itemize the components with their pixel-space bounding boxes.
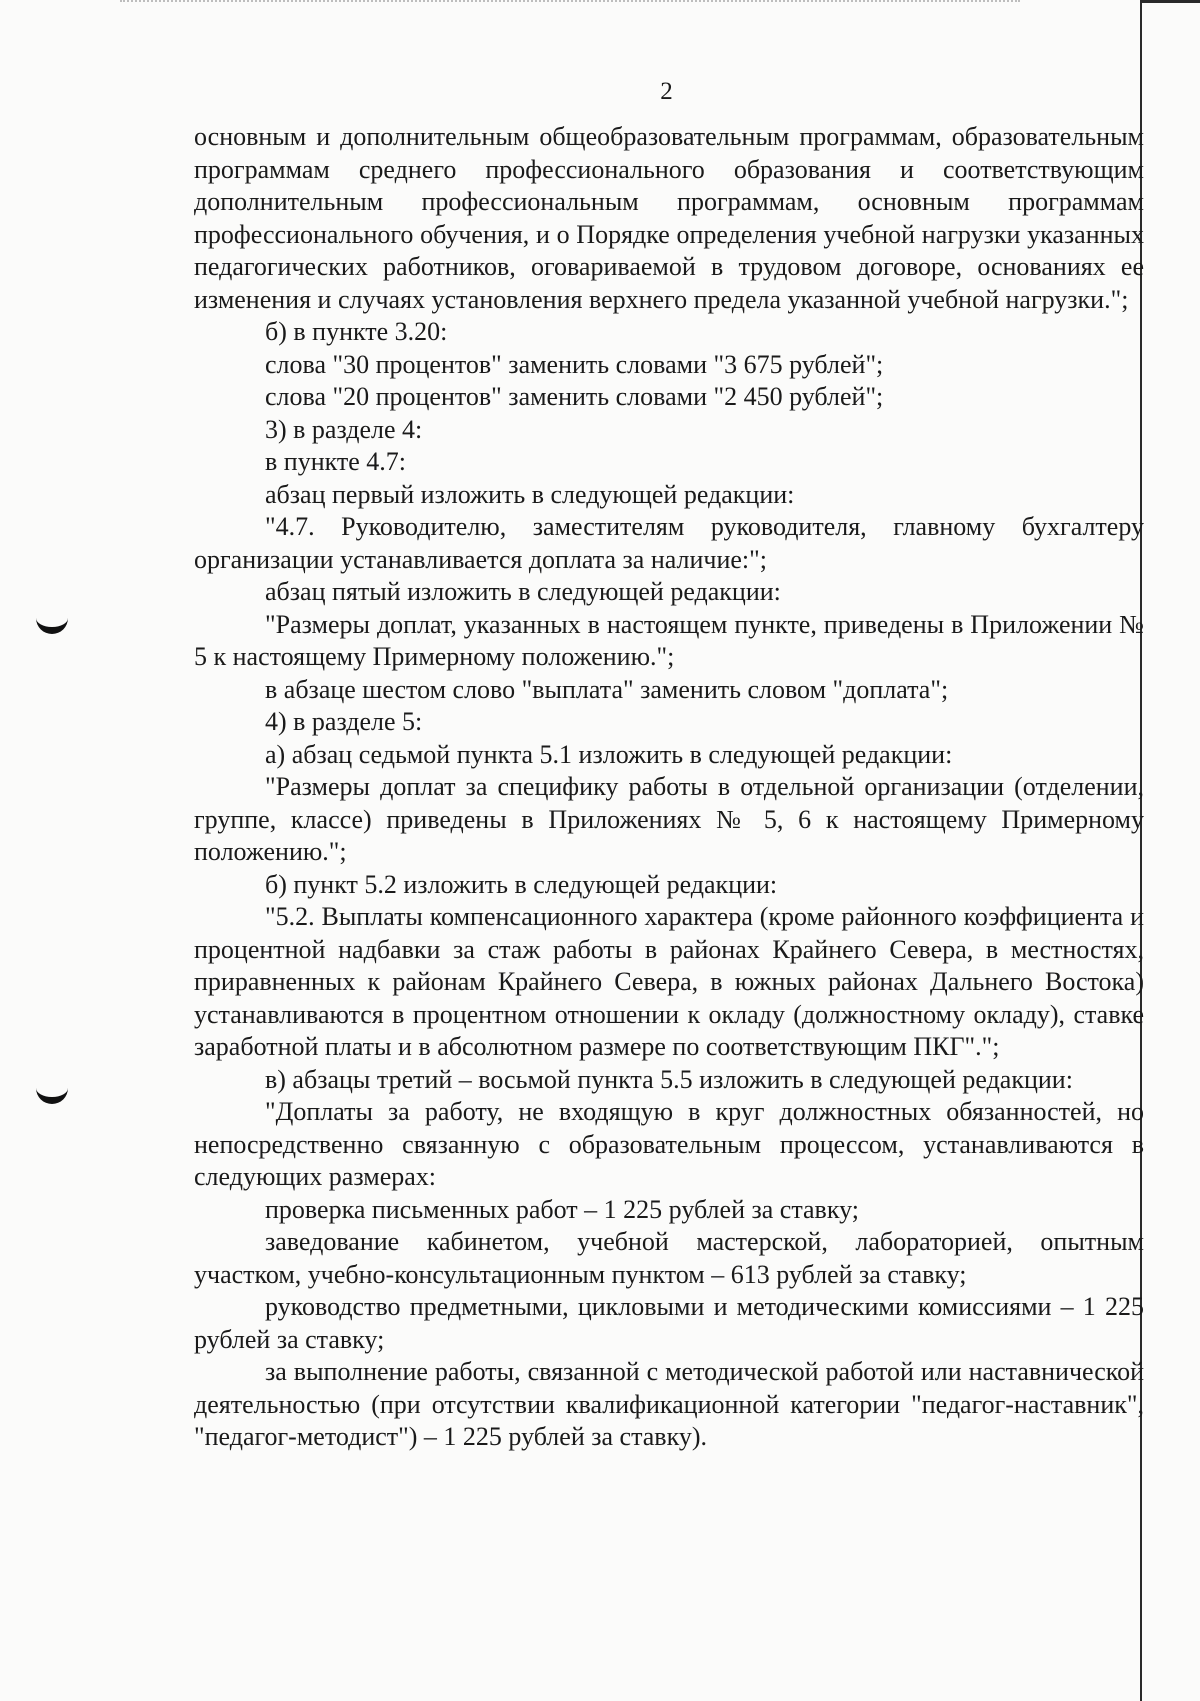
- page-number: 2: [660, 78, 673, 105]
- paragraph: б) пункт 5.2 изложить в следующей редакции:: [265, 869, 778, 899]
- paragraph: абзац первый изложить в следующей редакции:: [265, 479, 795, 509]
- paragraph: а) абзац седьмой пункта 5.1 изложить в следующей редакции:: [265, 739, 953, 769]
- paragraph: слова "30 процентов" заменить словами "3 675 рублей";: [265, 349, 884, 379]
- paragraph: "5.2. Выплаты компенсационного характера (кроме районного коэффициента и процентной надбавки за стаж работы в районах Крайнего Севера, в местностях, приравненных к районам Крайнего Севера, в южных районах Дальнего Востока) устанавливаются в процентном отношении к окладу (должностному окладу), ставке заработной платы и в абсолютном размере по соответствующим ПКГ".";: [194, 902, 1144, 1061]
- paragraph: слова "20 процентов" заменить словами "2 450 рублей";: [265, 382, 884, 411]
- paragraph: 4) в разделе 5:: [265, 707, 423, 736]
- paragraph: "Размеры доплат, указанных в настоящем пункте, приведены в Приложении № 5 к настоящему Примерному положению.";: [194, 609, 1144, 671]
- paragraph: основным и дополнительным общеобразовательным программам, образовательным программам среднего профессионального образования и соответствующим дополнительным профессиональным программам, основным программам профессионального обучения, и о Порядке определения учебной нагрузки указанных педагогических работников, оговариваемой в трудовом договоре, основаниях ее изменения и случаях установления верхнего предела указанной учебной нагрузки.";: [194, 122, 1144, 314]
- paragraph: проверка письменных работ – 1 225 рублей за ставку;: [265, 1194, 859, 1224]
- paragraph: за выполнение работы, связанной с методической работой или наставнической деятельностью (при отсутствии квалификационной категории "педагог-наставник", "педагог-методист") – 1 225 рублей за ставку).: [194, 1357, 1144, 1451]
- paragraph: в) абзацы третий – восьмой пункта 5.5 изложить в следующей редакции:: [265, 1064, 1073, 1094]
- paragraph: в абзаце шестом слово "выплата" заменить словом "доплата";: [265, 674, 949, 704]
- paragraph: руководство предметными, цикловыми и методическими комиссиями – 1 225 рублей за ставку;: [194, 1292, 1144, 1354]
- binder-hole-mark: [36, 1082, 68, 1104]
- paragraph: "Доплаты за работу, не входящую в круг должностных обязанностей, но непосредственно связанную с образовательным процессом, устанавливаются в следующих размерах:: [194, 1097, 1144, 1191]
- paragraph: "Размеры доплат за специфику работы в отдельной организации (отделении, группе, классе) приведены в Приложениях № 5, 6 к настоящему Примерному положению.";: [194, 772, 1144, 866]
- paragraph: заведование кабинетом, учебной мастерской, лабораторией, опытным участком, учебно-консультационным пунктом – 613 рублей за ставку;: [194, 1227, 1144, 1289]
- binder-hole-mark: [36, 612, 68, 634]
- document-body: [194, 121, 1144, 1454]
- scan-edge-line-top: [1140, 0, 1200, 3]
- paragraph: "4.7. Руководителю, заместителям руководителя, главному бухгалтеру организации устанавливается доплата за наличие:";: [194, 512, 1144, 574]
- paragraph: абзац пятый изложить в следующей редакции:: [265, 577, 781, 606]
- paragraph: б) в пункте 3.20:: [265, 317, 448, 346]
- paragraph: в пункте 4.7:: [265, 447, 407, 476]
- paragraph: 3) в разделе 4:: [265, 414, 423, 444]
- scan-edge-marks: [120, 0, 1020, 6]
